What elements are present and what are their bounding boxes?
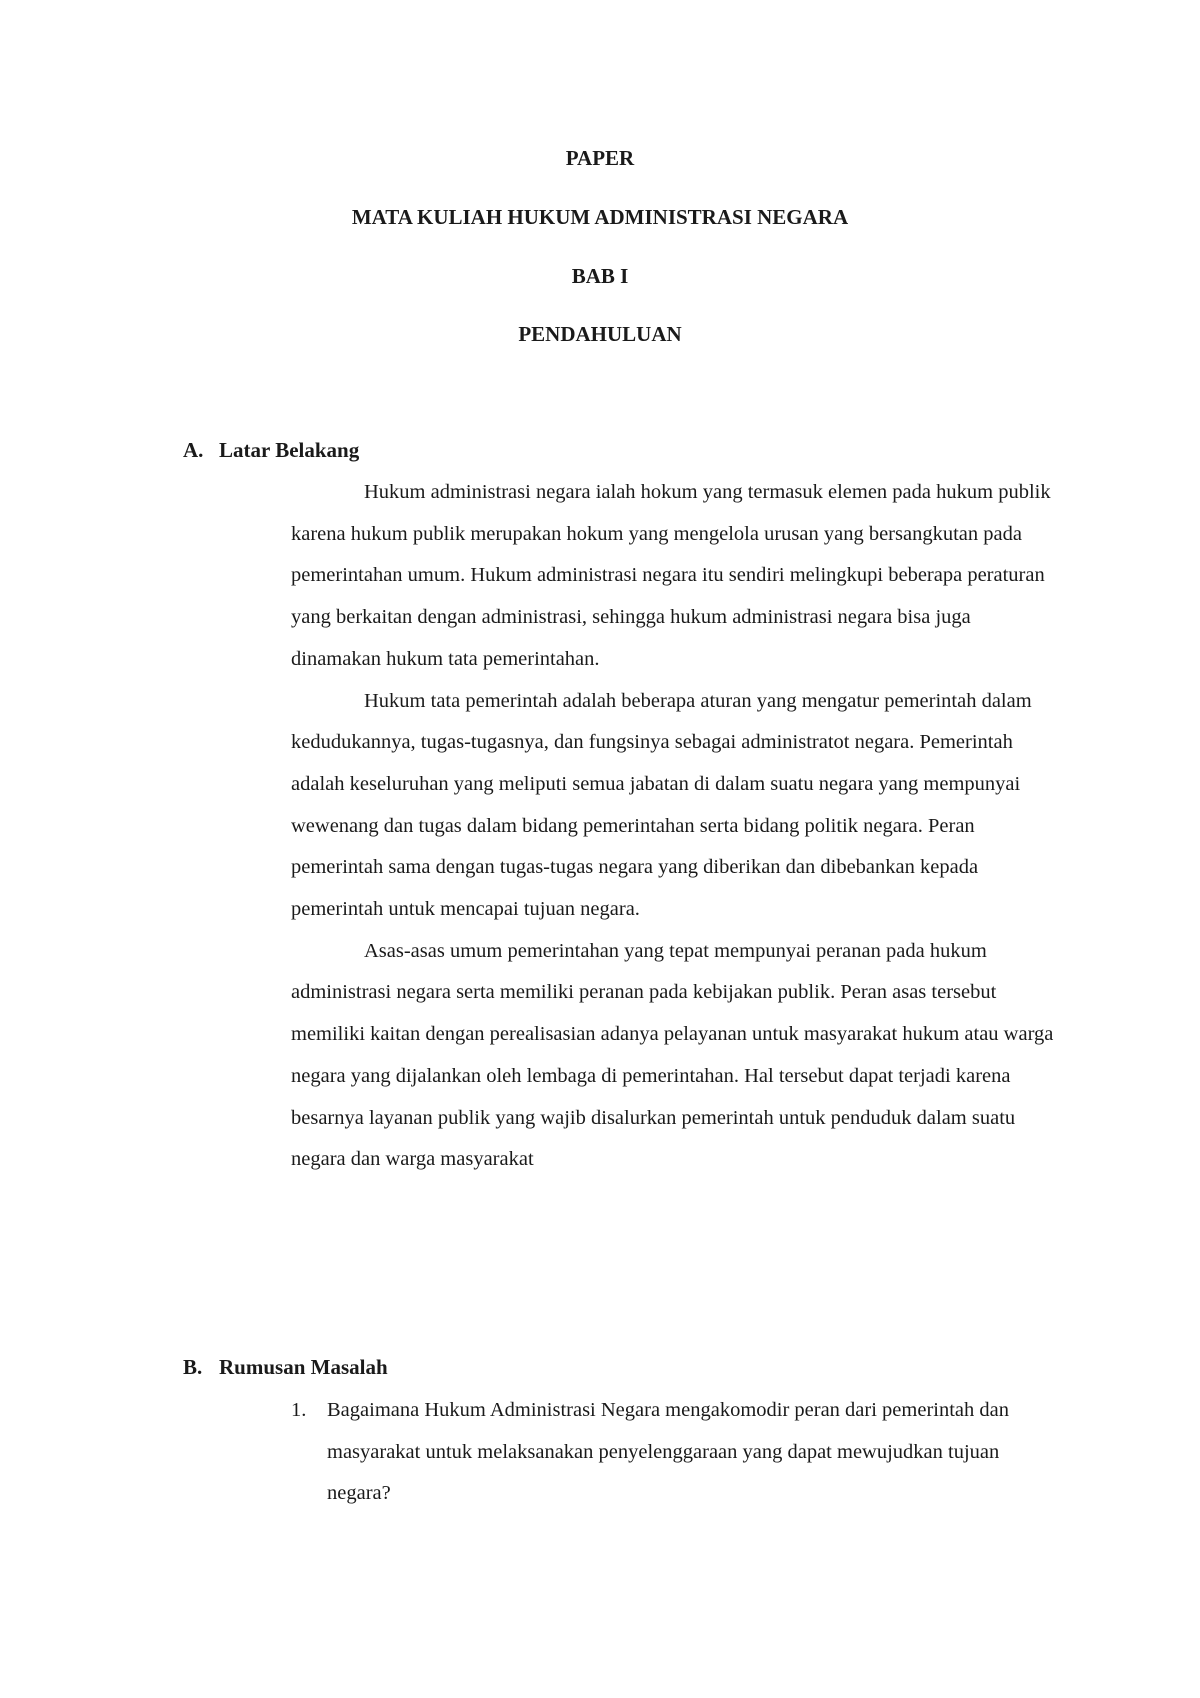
list-item: [291, 1390, 1064, 1515]
chapter-number: BAB I: [571, 264, 629, 288]
section-b-letter: B.: [183, 1355, 203, 1379]
section-b-title: Rumusan Masalah: [219, 1355, 388, 1379]
problem-list: [291, 1390, 1064, 1515]
section-a-letter: A.: [183, 438, 204, 462]
paper-label: PAPER: [565, 146, 635, 170]
section-a-title: Latar Belakang: [219, 438, 360, 462]
paragraph: Hukum tata pemerintah adalah beberapa aturan yang mengatur pemerintah dalam kedudukannya, tugas-tugasnya, dan fungsinya sebagai administratot negara. Pemerintah adalah keseluruhan yang meliputi semua jabatan di dalam suatu negara yang mempunyai wewenang dan tugas dalam bidang pemerintahan serta bidang politik negara. Peran pemerintah sama dengan tugas-tugas negara yang diberikan dan dibebankan kepada pemerintah untuk mencapai tujuan negara.: [291, 689, 1032, 921]
paragraph: Hukum administrasi negara ialah hokum yang termasuk elemen pada hukum publik karena hukum publik merupakan hokum yang mengelola urusan yang bersangkutan pada pemerintahan umum. Hukum administrasi negara itu sendiri melingkupi beberapa peraturan yang berkaitan dengan administrasi, sehingga hukum administrasi negara bisa juga dinamakan hukum tata pemerintahan.: [291, 481, 1051, 670]
section-a-body: [291, 472, 1064, 1181]
list-item-number: 1.: [291, 1399, 307, 1421]
course-title: MATA KULIAH HUKUM ADMINISTRASI NEGARA: [351, 205, 849, 229]
paragraph: Asas-asas umum pemerintahan yang tepat mempunyai peranan pada hukum administrasi negara serta memiliki peranan pada kebijakan publik. Peran asas tersebut memiliki kaitan dengan perealisasian adanya pelayanan untuk masyarakat hukum atau warga negara yang dijalankan oleh lembaga di pemerintahan. Hal tersebut dapat terjadi karena besarnya layanan publik yang wajib disalurkan pemerintah untuk penduduk dalam suatu negara dan warga masyarakat: [291, 939, 1054, 1171]
list-item-text: Bagaimana Hukum Administrasi Negara mengakomodir peran dari pemerintah dan masyarakat untuk melaksanakan penyelenggaraan yang dapat mewujudkan tujuan negara?: [327, 1399, 1009, 1505]
section-b-heading: [183, 1355, 388, 1380]
chapter-title: PENDAHULUAN: [518, 322, 682, 346]
section-a-heading: [183, 438, 359, 463]
